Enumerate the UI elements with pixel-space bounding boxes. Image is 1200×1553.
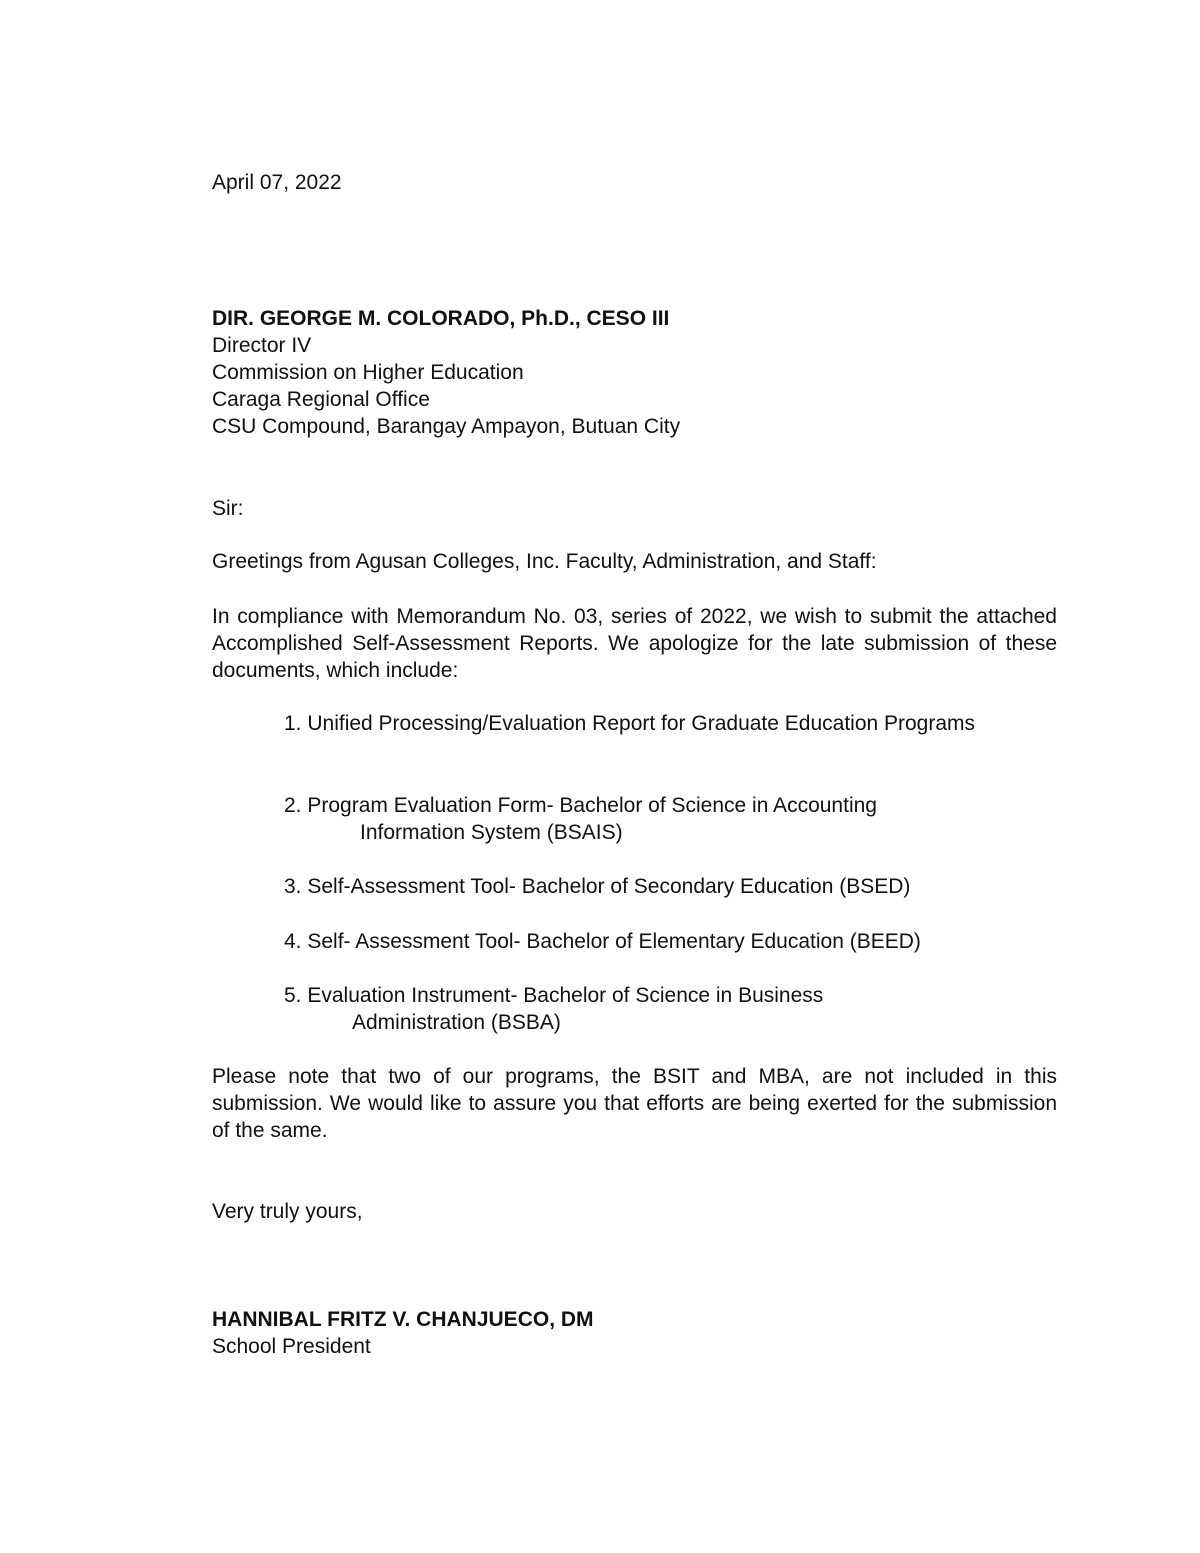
recipient-office: Caraga Regional Office — [212, 388, 430, 411]
list-item: 3. Self-Assessment Tool- Bachelor of Secondary Education (BSED) — [284, 875, 911, 898]
complimentary-close: Very truly yours, — [212, 1200, 363, 1223]
salutation: Sir: — [212, 497, 244, 520]
recipient-name: DIR. GEORGE M. COLORADO, Ph.D., CESO III — [212, 307, 670, 330]
list-item: 2. Program Evaluation Form- Bachelor of Science in Accounting — [284, 794, 877, 817]
list-item-continuation: Administration (BSBA) — [352, 1011, 561, 1034]
signatory-name: HANNIBAL FRITZ V. CHANJUECO, DM — [212, 1308, 594, 1331]
signatory-title: School President — [212, 1335, 371, 1358]
body-closing-paragraph: Please note that two of our programs, the BSIT and MBA, are not included in this submission. We would like to assure you that efforts are being exerted for the submission of the same. — [212, 1065, 1057, 1142]
body-intro-paragraph: In compliance with Memorandum No. 03, series of 2022, we wish to submit the attached Accomplished Self-Assessment Reports. We apologize for the late submission of these documents, which include: — [212, 605, 1057, 682]
list-item: 5. Evaluation Instrument- Bachelor of Science in Business — [284, 984, 824, 1007]
list-item: 4. Self- Assessment Tool- Bachelor of Elementary Education (BEED) — [284, 930, 921, 953]
letter-date: April 07, 2022 — [212, 171, 342, 194]
recipient-organization: Commission on Higher Education — [212, 361, 524, 384]
greeting: Greetings from Agusan Colleges, Inc. Faculty, Administration, and Staff: — [212, 550, 877, 573]
list-item: 1. Unified Processing/Evaluation Report for Graduate Education Programs — [284, 712, 976, 735]
recipient-position: Director IV — [212, 334, 312, 357]
list-item-continuation: Information System (BSAIS) — [360, 821, 623, 844]
recipient-address: CSU Compound, Barangay Ampayon, Butuan City — [212, 415, 681, 438]
